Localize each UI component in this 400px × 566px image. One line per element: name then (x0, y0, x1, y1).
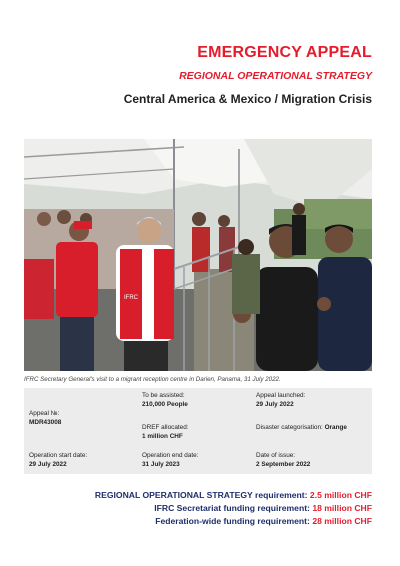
date-of-issue-label: Date of issue: (256, 452, 296, 459)
appeal-subtitle: REGIONAL OPERATIONAL STRATEGY (179, 70, 372, 82)
cover-photo (24, 139, 372, 371)
to-be-assisted-label: To be assisted: (142, 392, 185, 399)
operation-start-value: 29 July 2022 (29, 460, 67, 468)
dref-cell (142, 424, 189, 441)
appeal-launched-value: 29 July 2022 (256, 400, 294, 408)
appeal-number-value: MDR43008 (29, 418, 62, 426)
appeal-launched-label: Appeal launched: (256, 392, 306, 399)
to-be-assisted-value: 210,000 People (142, 400, 188, 408)
requirement-regional-amount: 2.5 million CHF (309, 490, 372, 500)
date-of-issue-value: 2 September 2022 (256, 460, 311, 468)
dref-label: DREF allocated: (142, 424, 189, 431)
appeal-number-cell (29, 410, 61, 427)
appeal-title: EMERGENCY APPEAL (197, 44, 372, 61)
requirement-federation (155, 516, 372, 526)
disaster-categorisation-label: Disaster categorisation: (256, 424, 323, 431)
disaster-categorisation-cell (256, 424, 347, 433)
operation-end-value: 31 July 2023 (142, 460, 180, 468)
appeal-number-label: Appeal №: (29, 410, 60, 417)
operation-end-label: Operation end date: (142, 452, 199, 459)
requirement-federation-label: Federation-wide funding requirement: (155, 516, 310, 526)
to-be-assisted-cell (142, 392, 188, 409)
crisis-region: Central America & Mexico / Migration Crisis (123, 92, 372, 106)
date-of-issue-cell (256, 452, 310, 469)
requirement-secretariat (154, 503, 372, 513)
disaster-categorisation-value: Orange (324, 424, 347, 431)
appeal-info-box (24, 388, 372, 474)
vest-label: IFRC (124, 295, 138, 301)
requirement-secretariat-amount: 18 million CHF (312, 503, 372, 513)
requirement-secretariat-label: IFRC Secretariat funding requirement: (154, 503, 310, 513)
operation-start-label: Operation start date: (29, 452, 88, 459)
dref-value: 1 million CHF (142, 432, 183, 440)
photo-caption: IFRC Secretary General's visit to a migrant reception centre in Darien, Panama, 31 July 2022. (24, 376, 281, 383)
operation-end-cell (142, 452, 199, 469)
operation-start-cell (29, 452, 87, 469)
requirement-regional (95, 490, 372, 500)
requirement-federation-amount: 28 million CHF (312, 516, 372, 526)
requirement-regional-label: REGIONAL OPERATIONAL STRATEGY requirement: (94, 490, 308, 500)
appeal-launched-cell (256, 392, 305, 409)
